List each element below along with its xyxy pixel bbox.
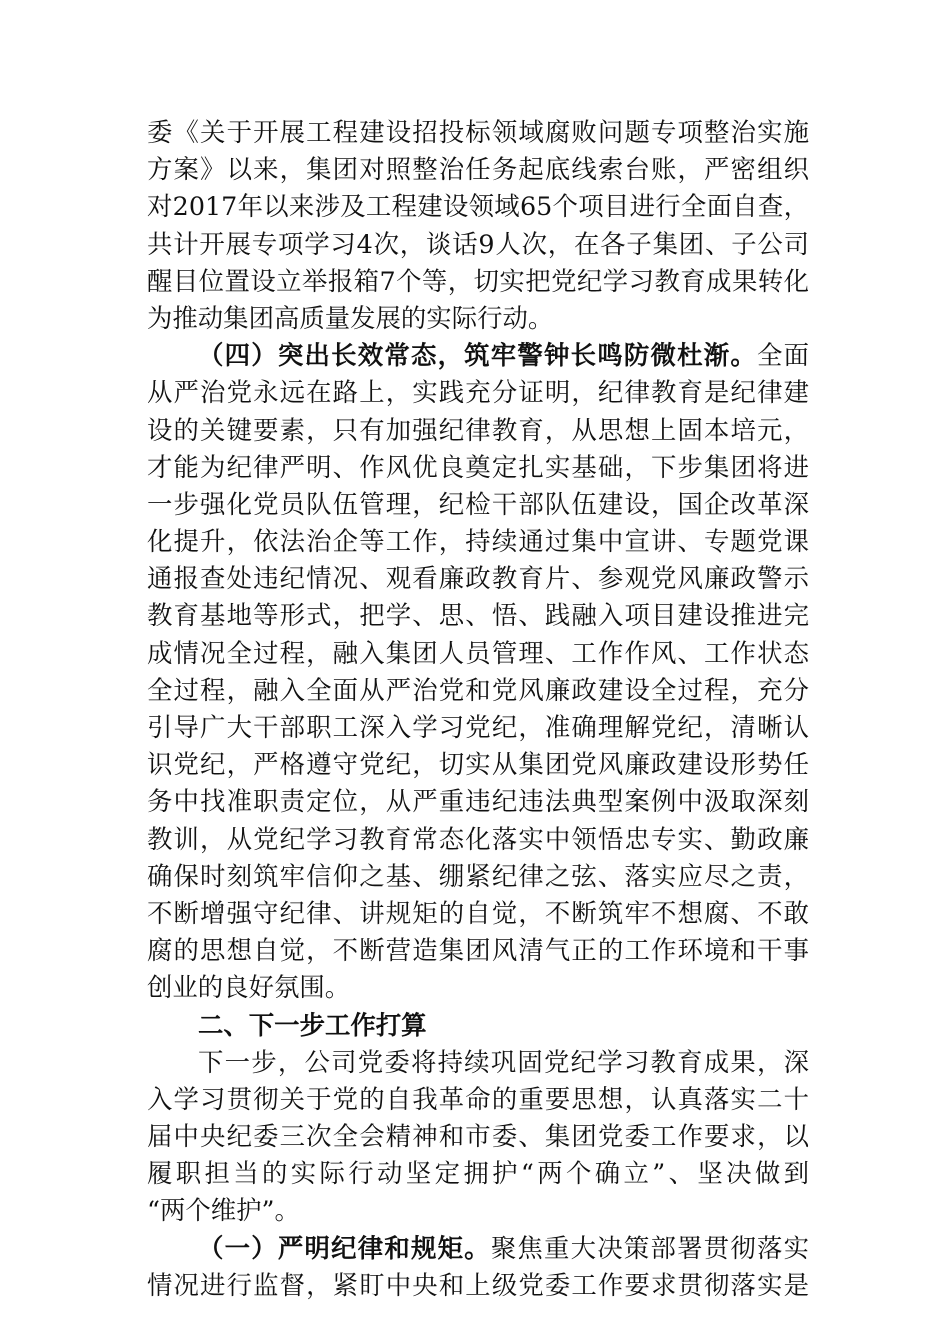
text-line: 引导广大干部职工深入学习党纪，准确理解党纪，清晰认 — [147, 712, 809, 742]
text-line: 才能为纪律严明、作风优良奠定扎实基础，下步集团将进 — [147, 451, 809, 482]
text-line: 教育基地等形式，把学、思、悟、践融入项目建设推进完 — [147, 600, 809, 631]
section-heading: 二、下一步工作打算 — [198, 1009, 427, 1040]
text-line: 从严治党永远在路上，实践充分证明，纪律教育是纪律建 — [147, 377, 809, 408]
text-line: 腐的思想自觉，不断营造集团风清气正的工作环境和干事 — [147, 935, 809, 966]
text-line: 创业的良好氛围。 — [147, 972, 351, 1003]
text-line: 共计开展专项学习4次，谈话9人次，在各子集团、子公司 — [147, 228, 809, 259]
text-line: 方案》以来，集团对照整治任务起底线索台账，严密组织 — [147, 154, 809, 185]
text-line: 教训，从党纪学习教育常态化落实中领悟忠专实、勤政廉 — [147, 823, 809, 854]
paragraph-next-steps — [147, 1044, 809, 1230]
text-line: 对2017年以来涉及工程建设领域65个项目进行全面自查， — [147, 191, 809, 222]
paragraph-section-4 — [147, 337, 809, 1006]
text-line: 识党纪，严格遵守党纪，切实从集团党风廉政建设形势任 — [147, 749, 809, 780]
paragraph-lead-text: 聚焦重大决策部署贯彻落实 — [490, 1232, 810, 1263]
text-line: “两个维护”。 — [147, 1195, 300, 1226]
text-line: 入学习贯彻关于党的自我革命的重要思想，认真落实二十 — [147, 1083, 809, 1114]
text-line: 情况进行监督，紧盯中央和上级党委工作要求贯彻落实是 — [147, 1269, 809, 1300]
text-line: 履职担当的实际行动坚定拥护“两个确立”、坚决做到 — [147, 1158, 809, 1189]
paragraph-first-line — [147, 337, 809, 374]
text-line: 委《关于开展工程建设招投标领域腐败问题专项整治实施 — [147, 117, 809, 147]
text-line: 醒目位置设立举报箱7个等，切实把党纪学习教育成果转化 — [147, 265, 809, 296]
text-line: 化提升，依法治企等工作，持续通过集中宣讲、专题党课 — [147, 526, 809, 557]
paragraph-section-1 — [147, 1230, 809, 1304]
paragraph-lead-text: 全面 — [757, 340, 810, 371]
paragraph-first-line — [147, 1230, 809, 1267]
document-page — [147, 114, 809, 1304]
text-line: 成情况全过程，融入集团人员管理、工作作风、工作状态 — [147, 637, 809, 668]
text-line: 全过程，融入全面从严治党和党风廉政建设全过程，充分 — [147, 674, 809, 705]
text-line: 务中找准职责定位，从严重违纪违法典型案例中汲取深刻 — [147, 786, 809, 817]
text-line: 确保时刻筑牢信仰之基、绷紧纪律之弦、落实应尽之责， — [147, 860, 809, 891]
paragraph-section-3-continuation — [147, 114, 809, 337]
text-line: 下一步，公司党委将持续巩固党纪学习教育成果，深 — [198, 1046, 809, 1077]
paragraph-title: （四）突出长效常态，筑牢警钟长鸣防微杜渐。 — [198, 340, 757, 371]
text-line: 通报查处违纪情况、观看廉政教育片、参观党风廉政警示 — [147, 563, 809, 594]
text-line: 届中央纪委三次全会精神和市委、集团党委工作要求，以 — [147, 1121, 809, 1152]
text-line: 不断增强守纪律、讲规矩的自觉，不断筑牢不想腐、不敢 — [147, 897, 809, 928]
text-line: 设的关键要素，只有加强纪律教育，从思想上固本培元， — [147, 414, 809, 445]
text-line: 一步强化党员队伍管理，纪检干部队伍建设，国企改革深 — [147, 488, 809, 519]
paragraph-title: （一）严明纪律和规矩。 — [198, 1232, 491, 1263]
text-line: 为推动集团高质量发展的实际行动。 — [147, 302, 554, 333]
